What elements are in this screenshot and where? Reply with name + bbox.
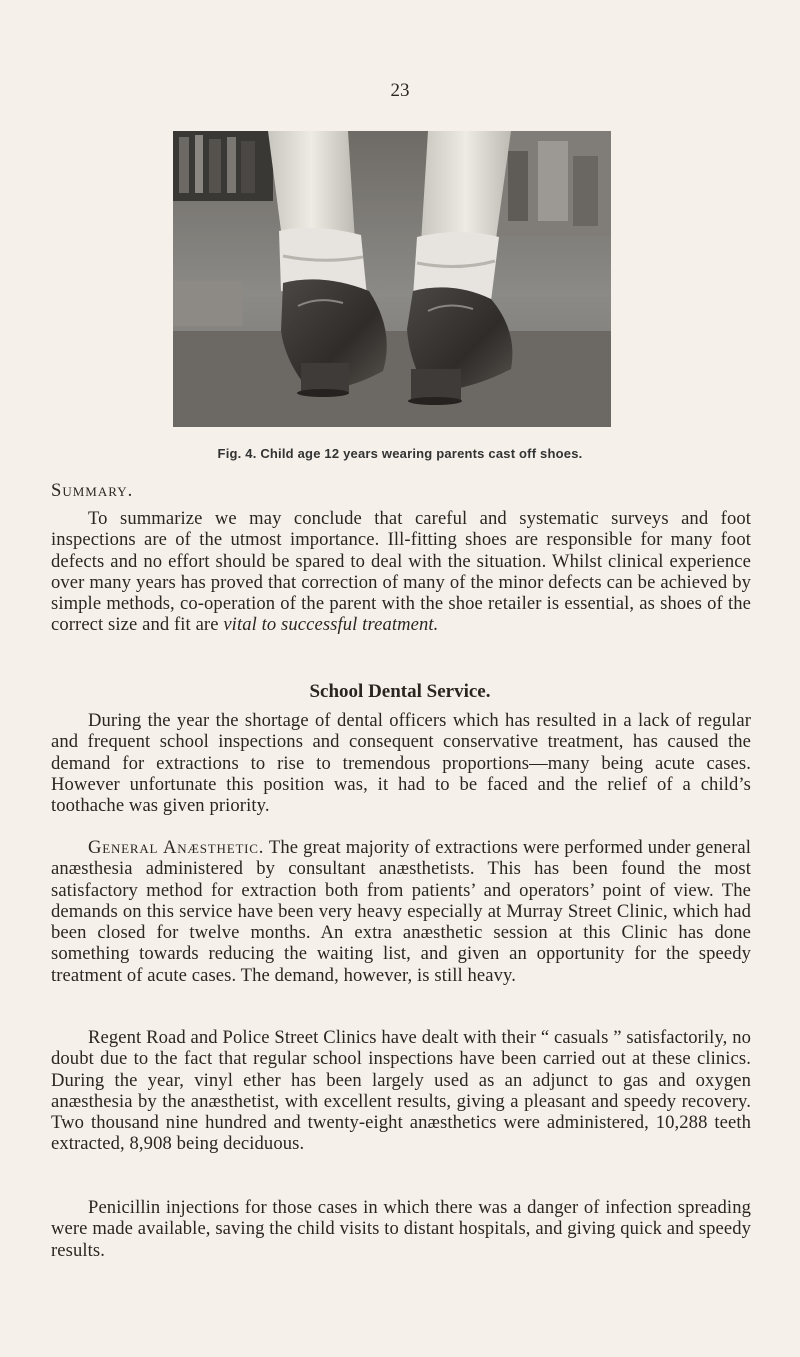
dental-paragraph-4: Penicillin injections for those cases in which there was a danger of infection spreading were made available, saving the child visits to distant hospitals, and giving quick and speedy results. bbox=[51, 1197, 751, 1261]
dental-para-4-block bbox=[51, 1197, 751, 1261]
dental-section-heading: School Dental Service. bbox=[309, 681, 491, 702]
dental-paragraph-3: Regent Road and Police Street Clinics have dealt with their “ casuals ” satisfactorily, no doubt due to the fact that regular school inspections have been carried out at these clinics. During the year, vinyl ether has been largely used as an adjunct to gas and oxygen anæsthesia by the anæsthetist, with excellent results, giving a pleasant and speedy recovery. Two thousand nine hundred and twenty-eight anæsthetics were administered, 10,288 teeth extracted, 8,908 being deciduous. bbox=[51, 1027, 751, 1155]
page-number: 23 bbox=[390, 80, 410, 101]
summary-paragraph bbox=[51, 508, 751, 636]
anaesthetic-block bbox=[51, 837, 751, 986]
summary-section bbox=[51, 508, 751, 636]
anaesthetic-paragraph bbox=[51, 837, 751, 986]
figure-photo bbox=[173, 131, 611, 427]
figure-caption: Fig. 4. Child age 12 years wearing parents cast off shoes. bbox=[217, 446, 583, 461]
dental-para-3-block bbox=[51, 1027, 751, 1155]
anaesthetic-heading: General Anæsthetic. bbox=[88, 837, 265, 858]
summary-text: To summarize we may conclude that careful and systematic surveys and foot inspections are of the utmost importance. Ill-fitting shoes are responsible for many foot defects and no effort should be spared to deal with the situation. Whilst clinical experience over many years has proved that correction of many of the minor defects can be achieved by simple methods, co-operation of the parent with the shoe retailer is essential, as shoes of the correct size and fit are bbox=[51, 508, 751, 636]
summary-heading: Summary. bbox=[51, 480, 134, 501]
dental-para-1-block bbox=[51, 710, 751, 816]
summary-italic-text: vital to successful treatment. bbox=[223, 614, 439, 636]
dental-paragraph-1: During the year the shortage of dental officers which has resulted in a lack of regular and frequent school inspections and consequent conservative treatment, has caused the demand for extractions to rise to tremendous proportions—many being acute cases. However unfortunate this position was, it had to be faced and the relief of a child’s toothache was given priority. bbox=[51, 710, 751, 817]
anaesthetic-text: The great majority of extractions were performed under general anæsthesia administered by consultant anæsthetists. This has been found the most satisfactory method for extraction both from patients’ and operators’ point of view. The demands on this service have been very heavy especially at Murray Street Clinic, which had been closed for twelve months. An extra anæsthetic session at this Clinic has done something towards reducing the waiting list, and given an opportunity for the speedy treatment of acute cases. The demand, however, is still heavy. bbox=[51, 837, 751, 986]
